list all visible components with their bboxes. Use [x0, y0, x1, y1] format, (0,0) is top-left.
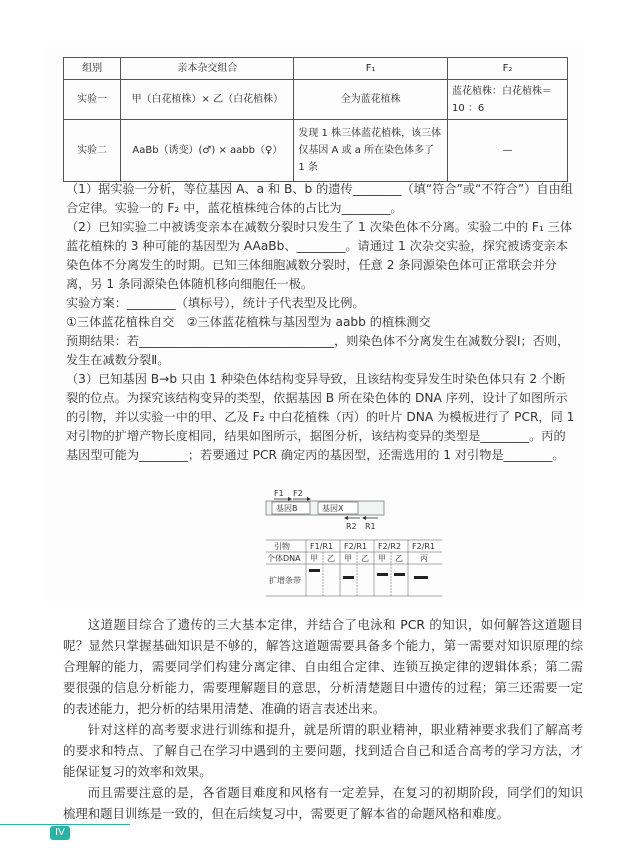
row-label-band: 扩增条带: [269, 576, 301, 585]
table-header: 组别: [64, 58, 121, 80]
individual-label: 甲: [378, 554, 386, 563]
plan-options: ①三体蓝花植株自交 ②三体蓝花植株与基因型为 aabb 的植株测交: [66, 315, 431, 329]
table-row: [64, 120, 568, 182]
footer-rule: [0, 824, 130, 825]
gel-band: [377, 573, 388, 576]
commentary-paragraph: 而且需要注意的是，各省题目难度和风格有一定差异，在复习的初期阶段，同学们的知识梳理和题目训练是一致的，但在后续复习中，需要更了解本省的命题风格和难度。: [63, 785, 583, 821]
gene-x-label: 基因X: [322, 504, 344, 513]
cross-table: [63, 57, 568, 182]
primer-label-f1: F1: [274, 489, 284, 498]
primer-arrowhead: [344, 516, 348, 520]
expected-result: 预期结果：若________________________________，则染色体不分离发生在减数分裂Ⅰ；否则，发生在减数分裂Ⅱ。: [66, 334, 570, 367]
individual-label: 乙: [395, 554, 403, 563]
individual-label: 丙: [420, 554, 428, 563]
table-cell: 实验一: [64, 80, 121, 120]
page-number: IV: [50, 826, 70, 840]
primer-pair-label: F2/R2: [378, 542, 402, 551]
table-cell: 全为蓝花植株: [294, 80, 448, 120]
gel-band: [394, 573, 405, 576]
table-cell: 实验二: [64, 120, 121, 182]
primer-arrowhead: [362, 516, 366, 520]
gene-b-label: 基因B: [276, 504, 298, 513]
gel-band: [309, 569, 320, 572]
primer-label-f2: F2: [293, 489, 303, 498]
primer-arrowhead: [307, 497, 311, 501]
table-row: [64, 80, 568, 120]
primer-pair-label: F2/R1: [412, 542, 436, 551]
experiment-plan: 实验方案：________（填标号），统计子代表型及比例。: [66, 296, 365, 310]
table-header-row: [64, 58, 568, 80]
primer-label-r2: R2: [346, 522, 357, 531]
individual-label: 乙: [361, 554, 369, 563]
primer-pair-label: F1/R1: [310, 542, 334, 551]
table-cell: 蓝花植株：白花植株＝10 ：6: [447, 80, 567, 120]
individual-label: 甲: [344, 554, 352, 563]
gel-band: [414, 576, 428, 579]
primer-arrowhead: [288, 497, 292, 501]
commentary-paragraph: 这道题目综合了遗传的三大基本定律，并结合了电泳和 PCR 的知识，如何解答这道题目呢？显然只掌握基础知识是不够的，解答这道题需要具备多个能力，第一需要对知识原理的综合理解的能力，需要同学们构建分离定律、自由组合定律、连锁互换定律的逻辑体系；第二需要很强的信息分析能力，需要理解题目的意思，分析清楚题目中遗传的过程；第三还需要一定的表述能力，把分析的结果用清楚、准确的语言表述出来。: [63, 617, 583, 716]
table-cell: 发现 1 株三体蓝花植株，该三体仅基因 A 或 a 所在染色体多了 1 条: [294, 120, 448, 182]
question-text: [66, 180, 576, 465]
table-header: F₁: [294, 58, 448, 80]
individual-label: 甲: [310, 554, 318, 563]
individual-label: 乙: [327, 554, 335, 563]
table-cell: 甲（白花植株）× 乙（白花植株）: [121, 80, 294, 120]
gel-band: [343, 576, 354, 579]
table-header: F₂: [447, 58, 567, 80]
table-cell: —: [447, 120, 567, 182]
table-header: 亲本杂交组合: [121, 58, 294, 80]
question-part-2: （2）已知实验二中被诱变亲本在减数分裂时只发生了 1 次染色体不分离。实验二中的 F₁ 三体蓝花植株的 3 种可能的基因型为 AAaBb、________。请通过 1 次杂交实验，探究被诱变亲本染色体不分离发生的时期。已知三体细胞减数分裂时，任意 2 条同源染色体可正常联会并分离，另 1 条同源染色体随机移向细胞任一极。: [66, 220, 573, 291]
question-part-3: （3）已知基因 B→b 只由 1 种染色体结构变异导致，且该结构变异发生时染色体只有 2 个断裂的位点。为探究该结构变异的类型，依据基因 B 所在染色体的 DNA 序列，设计了如图所示的引物，并以实验一中的甲、乙及 F₂ 中白花植株（丙）的叶片 DNA 为模板进行了 PCR，同 1 对引物的扩增产物长度相同，结果如图所示，据图分析，该结构变异的类型是________。丙的基因型可能为________；若要通过 PCR 确定丙的基因型，还需选用的 1 对引物是________。: [66, 372, 575, 462]
question-part-1: （1）据实验一分析，等位基因 A、a 和 B、b 的遗传________（填“符合”或“不符合”）自由组合定律。实验一的 F₂ 中，蓝花植株纯合体的占比为________。: [66, 182, 573, 215]
primer-pair-label: F2/R1: [344, 542, 368, 551]
row-label-dna: 个体DNA: [267, 554, 301, 563]
table-cell: AaBb（诱变）(♂) × aabb（♀）: [121, 120, 294, 182]
commentary-paragraph: 针对这样的高考要求进行训练和提升，就是所谓的职业精神，职业精神要求我们了解高考的要求和特点、了解自己在学习中遇到的主要问题，找到适合自己和适合高考的学习方法，才能保证复习的效率和效果。: [63, 722, 583, 779]
commentary: [63, 614, 583, 824]
pcr-figure: [264, 488, 444, 598]
primer-label-r1: R1: [365, 522, 376, 531]
row-label-primer: 引物: [274, 542, 290, 551]
